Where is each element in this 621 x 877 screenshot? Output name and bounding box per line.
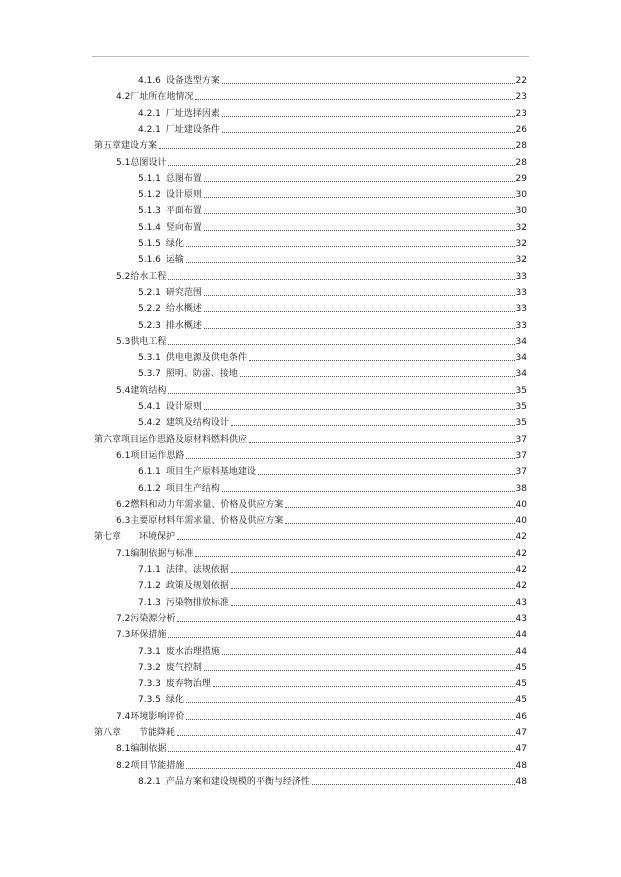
toc-entry-page: 30: [515, 206, 527, 217]
toc-entry-title: 产品方案和建设规模的平衡与经济性: [165, 776, 310, 787]
toc-entry[interactable]: [138, 661, 527, 673]
toc-entry-number: 5.1.3: [138, 206, 161, 217]
dot-leader: [168, 344, 514, 345]
toc-entry-title: 编制依据: [130, 744, 167, 755]
toc-entry-number: 4.1.6: [138, 76, 161, 86]
toc-entry-page: 26: [515, 124, 527, 135]
dot-leader: [204, 311, 515, 312]
toc-entry-title: 污染源分析: [130, 613, 176, 624]
toc-entry-number: 5.4.1: [138, 402, 161, 412]
toc-entry[interactable]: [138, 677, 527, 689]
toc-entry[interactable]: [138, 367, 527, 379]
dot-leader: [168, 751, 514, 752]
toc-entry-page: 30: [515, 190, 527, 201]
toc-entry-number: 5.1.1: [138, 173, 161, 184]
dot-leader: [231, 425, 515, 426]
toc-entry-number: 5.1.2: [138, 190, 161, 201]
toc-entry-title: 编制依据与标准: [130, 548, 194, 559]
toc-entry-number: 7.4: [116, 711, 131, 722]
toc-entry-number: 第六章: [94, 434, 122, 445]
toc-entry[interactable]: [116, 90, 527, 102]
toc-entry-number: 6.1: [116, 450, 131, 461]
toc-entry-page: 37: [515, 450, 527, 461]
dot-leader: [186, 719, 514, 720]
toc-entry-number: 5.2: [116, 271, 131, 282]
toc-entry-page: 40: [515, 516, 527, 527]
toc-entry-page: 35: [515, 418, 527, 429]
dot-leader: [222, 132, 515, 133]
toc-entry-title: 照明、防雷、接地: [165, 369, 238, 380]
toc-entry-title: 设计原则: [165, 190, 202, 201]
toc-entry-number: 7.2: [116, 613, 131, 624]
toc-entry-number: 7.1: [116, 548, 131, 559]
toc-entry[interactable]: [116, 612, 527, 624]
dot-leader: [312, 784, 515, 785]
toc-entry[interactable]: [116, 384, 527, 396]
toc-entry[interactable]: [138, 693, 527, 705]
toc-entry[interactable]: [94, 726, 527, 738]
toc-entry[interactable]: [138, 465, 527, 477]
toc-entry[interactable]: [138, 107, 527, 119]
toc-entry[interactable]: [138, 172, 527, 184]
toc-entry-title: 给水概述: [165, 304, 202, 315]
toc-entry-number: 7.1.3: [138, 597, 161, 608]
dot-leader: [240, 376, 515, 377]
toc-entry-page: 32: [515, 222, 527, 233]
toc-entry[interactable]: [116, 742, 527, 754]
toc-entry-page: 44: [515, 630, 527, 641]
toc-entry-page: 28: [515, 141, 527, 152]
toc-entry-number: 5.1.5: [138, 239, 161, 249]
dot-leader: [258, 474, 515, 475]
dot-leader: [195, 556, 514, 557]
toc-entry[interactable]: [116, 156, 527, 168]
toc-entry-title: 环境保护: [139, 532, 176, 543]
dot-leader: [168, 279, 514, 280]
dot-leader: [249, 442, 515, 443]
toc-entry-number: 5.3.1: [138, 353, 161, 364]
toc-entry[interactable]: [116, 498, 527, 510]
dot-leader: [249, 360, 515, 361]
toc-entry-page: 34: [515, 353, 527, 364]
dot-leader: [222, 83, 515, 84]
toc-entry-title: 废水治理措施: [165, 646, 220, 657]
toc-entry-page: 48: [515, 776, 527, 787]
toc-entry-page: 43: [515, 613, 527, 624]
dot-leader: [204, 181, 515, 182]
toc-entry[interactable]: [138, 253, 527, 265]
toc-entry-page: 32: [515, 239, 527, 249]
toc-entry-number: 5.2.1: [138, 287, 161, 298]
toc-entry-title: 给水工程: [130, 271, 167, 282]
toc-entry-title: 厂址建设条件: [165, 124, 220, 135]
toc-entry[interactable]: [138, 416, 527, 428]
dot-leader: [177, 539, 515, 540]
toc-entry-page: 29: [515, 173, 527, 184]
toc-entry[interactable]: [94, 530, 527, 542]
dot-leader: [204, 213, 515, 214]
dot-leader: [168, 637, 514, 638]
toc-entry[interactable]: [138, 221, 527, 233]
toc-entry[interactable]: [138, 302, 527, 314]
toc-entry-page: 46: [515, 711, 527, 722]
toc-entry-page: 45: [515, 695, 527, 706]
toc-entry-number: 第五章: [94, 141, 122, 152]
toc-entry-number: 5.3: [116, 336, 131, 347]
toc-entry[interactable]: [138, 286, 527, 298]
toc-entry[interactable]: [138, 188, 527, 200]
toc-entry-number: 5.4: [116, 385, 131, 396]
toc-entry-number: 6.1.1: [138, 467, 161, 478]
toc-entry-number: 7.3.1: [138, 646, 161, 657]
toc-entry-page: 33: [515, 304, 527, 315]
toc-entry[interactable]: [138, 563, 527, 575]
toc-entry-page: 44: [515, 646, 527, 657]
toc-entry-title: 排水概述: [165, 320, 202, 331]
dot-leader: [231, 572, 515, 573]
dot-leader: [177, 621, 514, 622]
toc-entry-title: 项目生产结构: [165, 483, 220, 494]
toc-entry-title: 建筑结构: [130, 385, 167, 396]
toc-entry[interactable]: [116, 710, 527, 722]
toc-entry[interactable]: [138, 482, 527, 494]
toc-entry-title: 政策及规划依据: [165, 581, 229, 592]
toc-entry-page: 33: [515, 320, 527, 331]
toc-entry-page: 45: [515, 662, 527, 673]
toc-entry-title: 项目运作思路及原材料燃料供应: [121, 434, 248, 445]
toc-entry-number: 7.3.3: [138, 679, 161, 690]
toc-entry-number: 7.3.2: [138, 662, 161, 673]
toc-entry-number: 5.4.2: [138, 418, 161, 429]
toc-entry[interactable]: [138, 645, 527, 657]
toc-entry-page: 37: [515, 467, 527, 478]
toc-entry-title: 平面布置: [165, 206, 202, 217]
toc-entry-title: 主要原材料年需求量、价格及供应方案: [130, 516, 284, 527]
toc-entry-number: 6.1.2: [138, 483, 161, 494]
toc-entry-title: 运输: [165, 255, 184, 266]
toc-entry-page: 35: [515, 402, 527, 412]
dot-leader: [204, 409, 515, 410]
toc-entry[interactable]: [138, 400, 527, 412]
dot-leader: [168, 165, 514, 166]
toc-entry[interactable]: [94, 139, 527, 151]
toc-entry-page: 23: [515, 108, 527, 119]
toc-entry[interactable]: [116, 547, 527, 559]
toc-entry-title: 绿化: [165, 239, 184, 249]
toc-entry[interactable]: [116, 270, 527, 282]
toc-entry[interactable]: [138, 579, 527, 591]
dot-leader: [204, 230, 515, 231]
toc-entry-title: 供电电源及供电条件: [165, 353, 247, 364]
toc-entry-number: 5.2.3: [138, 320, 161, 331]
toc-entry-number: 5.1.6: [138, 255, 161, 266]
toc-entry-number: 5.3.7: [138, 369, 161, 380]
toc-entry-page: 47: [515, 744, 527, 755]
dot-leader: [177, 735, 515, 736]
toc-entry[interactable]: [138, 74, 527, 86]
toc-entry-number: 8.2.1: [138, 776, 161, 787]
toc-entry[interactable]: [138, 319, 527, 331]
toc-entry-page: 38: [515, 483, 527, 494]
toc-entry-title: 污染物排放标准: [165, 597, 229, 608]
toc-entry-title: 厂址选择因素: [165, 108, 220, 119]
toc-entry-title: 废气控制: [165, 662, 202, 673]
toc-entry-page: 48: [515, 760, 527, 771]
dot-leader: [186, 702, 515, 703]
dot-leader: [168, 393, 514, 394]
toc-entry-number: 4.2.1: [138, 108, 161, 119]
toc-entry-title: 竖向布置: [165, 222, 202, 233]
dot-leader: [186, 768, 514, 769]
toc-entry-page: 34: [515, 336, 527, 347]
toc-entry-title: 设备选型方案: [165, 76, 220, 86]
dot-leader: [285, 523, 514, 524]
toc-entry-page: 42: [515, 532, 527, 543]
toc-entry-title: 建设方案: [121, 141, 158, 152]
dot-leader: [186, 458, 514, 459]
toc-entry-title: 总图设计: [130, 157, 167, 168]
dot-leader: [204, 328, 515, 329]
toc-entry-title: 环境影响评价: [130, 711, 185, 722]
toc-entry-page: 22: [515, 76, 527, 86]
toc-entry-number: 5.1.4: [138, 222, 161, 233]
toc-entry-page: 45: [515, 679, 527, 690]
toc-entry-number: 7.1.1: [138, 565, 161, 575]
dot-leader: [204, 295, 515, 296]
toc-entry-title: 供电工程: [130, 336, 167, 347]
toc-entry-number: 第七章: [94, 532, 122, 543]
toc-entry-title: 项目生产原料基地建设: [165, 467, 256, 478]
toc-entry-title: 废弃物治理: [165, 679, 211, 690]
dot-leader: [285, 507, 514, 508]
toc-entry[interactable]: [138, 596, 527, 608]
toc-entry-title: 环保措施: [130, 630, 167, 641]
toc-entry-page: 43: [515, 597, 527, 608]
toc-entry-title: 节能降耗: [139, 728, 176, 738]
toc-entry-page: 23: [515, 92, 527, 103]
toc-entry[interactable]: [138, 204, 527, 216]
toc-entry[interactable]: [116, 514, 527, 526]
toc-entry[interactable]: [116, 449, 527, 461]
toc-entry-number: 4.2.1: [138, 124, 161, 135]
dot-leader: [204, 197, 515, 198]
toc-entry[interactable]: [116, 628, 527, 640]
toc-entry-title: 厂址所在地情况: [130, 92, 194, 103]
toc-entry[interactable]: [138, 351, 527, 363]
toc-entry-page: 32: [515, 255, 527, 266]
toc-entry-number: 7.3: [116, 630, 131, 641]
toc-entry-page: 33: [515, 287, 527, 298]
dot-leader: [204, 670, 515, 671]
dot-leader: [186, 246, 515, 247]
toc-entry-number: 7.3.5: [138, 695, 161, 706]
toc-entry-title: 总图布置: [165, 173, 202, 184]
toc-entry-page: 47: [515, 728, 527, 738]
toc-entry-title: 法律、法规依据: [165, 565, 229, 575]
header-rule: [92, 56, 529, 57]
toc-entry-number: 5.2.2: [138, 304, 161, 315]
toc-entry-title: 研究范围: [165, 287, 202, 298]
toc-entry-number: 6.2: [116, 499, 131, 510]
toc-entry-number: 5.1: [116, 157, 131, 168]
toc-entry-title: 建筑及结构设计: [165, 418, 229, 429]
toc-entry-page: 33: [515, 271, 527, 282]
dot-leader: [231, 605, 515, 606]
toc-entry-page: 40: [515, 499, 527, 510]
toc-entry[interactable]: [94, 433, 527, 445]
toc-entry-number: 8.2: [116, 760, 131, 771]
dot-leader: [222, 654, 515, 655]
toc-entry-page: 42: [515, 548, 527, 559]
toc-entry-number: 7.1.2: [138, 581, 161, 592]
dot-leader: [186, 262, 515, 263]
toc-entry-page: 34: [515, 369, 527, 380]
dot-leader: [195, 99, 514, 100]
toc-entry-title: 设计原则: [165, 402, 202, 412]
toc-entry-title: 绿化: [165, 695, 184, 706]
toc-entry-page: 35: [515, 385, 527, 396]
toc-entry-number: 6.3: [116, 516, 131, 527]
dot-leader: [222, 116, 515, 117]
toc-entry-number: 8.1: [116, 744, 131, 755]
toc-entry-title: 项目节能措施: [130, 760, 185, 771]
toc-entry-number: 4.2: [116, 92, 131, 103]
toc-entry[interactable]: [138, 237, 527, 249]
dot-leader: [222, 491, 515, 492]
toc-entry[interactable]: [116, 335, 527, 347]
toc-entry[interactable]: [138, 123, 527, 135]
dot-leader: [213, 686, 515, 687]
toc-entry-page: 28: [515, 157, 527, 168]
toc-entry-page: 37: [515, 434, 527, 445]
toc-entry-number: 第八章: [94, 728, 122, 738]
dot-leader: [159, 148, 515, 149]
toc-entry-page: 42: [515, 581, 527, 592]
toc-entry[interactable]: [116, 759, 527, 771]
dot-leader: [231, 588, 515, 589]
toc-entry[interactable]: [138, 775, 527, 787]
toc-entry-page: 42: [515, 565, 527, 575]
toc-entry-title: 项目运作思路: [130, 450, 185, 461]
toc-entry-title: 燃料和动力年需求量、价格及供应方案: [130, 499, 284, 510]
